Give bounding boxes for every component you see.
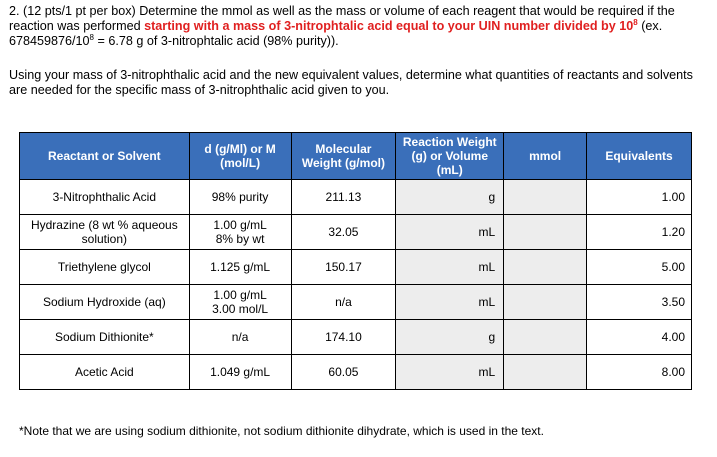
header-density: d (g/Ml) or M (mol/L)	[189, 133, 291, 180]
instructions-paragraph: Using your mass of 3-nitrophthalic acid and the new equivalent values, determine what quantities of reactants and solvents are needed for the specific mass of 3-nitrophthalic acid given to you.	[9, 68, 693, 97]
cell-reactant: 3-Nitrophthalic Acid	[20, 180, 190, 215]
question-text	[9, 4, 709, 49]
cell-reactant: Sodium Hydroxide (aq)	[20, 285, 190, 320]
table-row	[20, 285, 692, 320]
header-equivalents: Equivalents	[587, 133, 692, 180]
cell-molecular-weight: n/a	[291, 285, 396, 320]
cell-density: 1.049 g/mL	[189, 355, 291, 390]
table-row	[20, 355, 692, 390]
table-row	[20, 250, 692, 285]
table-row	[20, 215, 692, 250]
cell-mmol-input[interactable]	[504, 215, 587, 250]
cell-molecular-weight: 60.05	[291, 355, 396, 390]
cell-equivalents: 1.20	[587, 215, 692, 250]
cell-reactant: Acetic Acid	[20, 355, 190, 390]
cell-molecular-weight: 150.17	[291, 250, 396, 285]
cell-reactant: Hydrazine (8 wt % aqueous solution)	[20, 215, 190, 250]
cell-reaction-weight-input[interactable]: mL	[396, 285, 504, 320]
cell-reaction-weight-input[interactable]: mL	[396, 215, 504, 250]
cell-equivalents: 1.00	[587, 180, 692, 215]
header-reaction-weight: Reaction Weight (g) or Volume (mL)	[396, 133, 504, 180]
footnote: *Note that we are using sodium dithionite, not sodium dithionite dihydrate, which is used in the text.	[19, 424, 544, 438]
table-row	[20, 320, 692, 355]
cell-equivalents: 3.50	[587, 285, 692, 320]
cell-density: n/a	[189, 320, 291, 355]
cell-density: 98% purity	[189, 180, 291, 215]
cell-equivalents: 4.00	[587, 320, 692, 355]
cell-reactant: Sodium Dithionite*	[20, 320, 190, 355]
cell-mmol-input[interactable]	[504, 320, 587, 355]
question-highlight: starting with a mass of 3-nitrophtalic acid equal to your UIN number divided by $10^8$	[144, 17, 638, 33]
cell-reaction-weight-input[interactable]: g	[396, 180, 504, 215]
cell-mmol-input[interactable]	[504, 180, 587, 215]
cell-reaction-weight-input[interactable]: g	[396, 320, 504, 355]
reagent-table	[19, 132, 692, 390]
question-example: (ex. $678459876/10^8 = 6.78$ g of 3-nitrophtalic acid (98% purity)).	[9, 19, 663, 48]
cell-density: 1.00 g/mL 3.00 mol/L	[189, 285, 291, 320]
cell-equivalents: 8.00	[587, 355, 692, 390]
cell-density: 1.00 g/mL 8% by wt	[189, 215, 291, 250]
cell-molecular-weight: 211.13	[291, 180, 396, 215]
cell-density: 1.125 g/mL	[189, 250, 291, 285]
cell-reaction-weight-input[interactable]: mL	[396, 250, 504, 285]
cell-molecular-weight: 174.10	[291, 320, 396, 355]
cell-equivalents: 5.00	[587, 250, 692, 285]
cell-mmol-input[interactable]	[504, 285, 587, 320]
header-reactant: Reactant or Solvent	[20, 133, 190, 180]
table-header-row	[20, 133, 692, 180]
cell-mmol-input[interactable]	[504, 250, 587, 285]
cell-mmol-input[interactable]	[504, 355, 587, 390]
cell-reactant: Triethylene glycol	[20, 250, 190, 285]
header-mmol: mmol	[504, 133, 587, 180]
header-molecular-weight: Molecular Weight (g/mol)	[291, 133, 396, 180]
question-prefix: 2. (12 pts/1 pt per box) Determine the mmol as well as the mass or volume of each reagent that would be required if the reaction was performed	[9, 4, 675, 33]
cell-reaction-weight-input[interactable]: mL	[396, 355, 504, 390]
cell-molecular-weight: 32.05	[291, 215, 396, 250]
table-row	[20, 180, 692, 215]
